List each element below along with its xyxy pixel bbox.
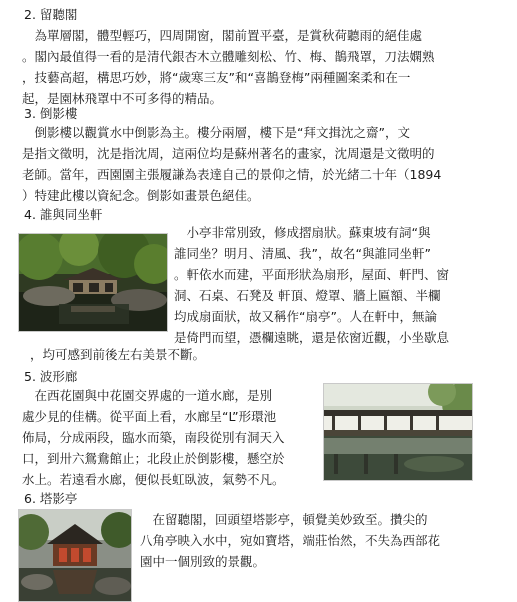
section-body-boxing	[22, 385, 318, 490]
fan-pavilion-photo	[18, 233, 168, 332]
section-body-taying	[140, 509, 500, 572]
text-line: 佈局，分成兩段，臨水而築，南段從別有洞天入	[22, 430, 285, 445]
section-heading-taying: 6. 塔影亭	[24, 491, 78, 506]
text-line: 在西花園與中花園交界處的一道水廊，是別	[22, 388, 273, 403]
text-line: 起，是園林飛罩中不可多得的精品。	[22, 91, 223, 106]
text-line: 。軒依水而建，平面形狀為扇形，屋面、軒門、窗	[174, 267, 450, 282]
wave-corridor-photo	[323, 383, 473, 481]
text-line: 為單層閣，體型輕巧，四周開窗，閣前置平臺，是賞秋荷聽雨的絕佳處	[22, 28, 423, 43]
wave-corridor-image	[324, 384, 472, 480]
section-heading-boxing: 5. 波形廊	[24, 369, 78, 384]
section-heading-daoying: 3. 倒影樓	[24, 106, 78, 121]
text-line: 倒影樓以觀賞水中倒影為主。樓分兩層，樓下是“拜文揖沈之齋”，文	[22, 125, 410, 140]
pagoda-pavilion-photo	[18, 509, 132, 602]
text-line: 。閣內最值得一看的是清代銀杏木立體雕刻松、竹、梅、鵲飛罩，刀法嫻熟	[22, 49, 435, 64]
section-heading-shuiyu: 4. 誰與同坐軒	[24, 207, 103, 222]
text-line: 小亭非常別致，修成摺扇狀。蘇東坡有詞“與	[174, 225, 431, 240]
text-line: 誰同坐？明月、清風、我”，故名“與誰同坐軒”	[174, 246, 431, 261]
text-line: 口，到卅六鴛鴦館止；北段止於倒影樓，懸空於	[22, 451, 285, 466]
text-line: 水上。若遠看水廊，便似長虹臥波，氣勢不凡。	[22, 472, 285, 487]
text-line: 洞、石桌、石凳及 軒頂、燈罩、牆上匾額、半欄	[174, 288, 441, 303]
section-body-liuting	[22, 25, 500, 109]
pagoda-pavilion-image	[19, 510, 131, 601]
text-line: 園中一個別致的景觀。	[140, 554, 266, 569]
text-line: 八角亭映入水中，宛如寶塔，端莊怡然，不失為西部花	[140, 533, 441, 548]
section-body-shuiyu	[174, 222, 500, 348]
text-line: 老師。當年，西園園主張履謙為表達自己的景仰之情，於光緒二十年（1894	[22, 167, 442, 182]
text-line: ）特建此樓以資紀念。倒影如畫景色絕佳。	[22, 188, 260, 203]
text-line: 是倚門而望，憑欄遠眺，還是依窗近觀，小坐歇息	[174, 330, 450, 345]
section-body-daoying	[22, 122, 500, 206]
text-line: 是指文徵明，沈是指沈周，這兩位均是蘇州著名的畫家，沈周還是文徵明的	[22, 146, 435, 161]
text-line: ，技藝高超，構思巧妙，將“歲寒三友”和“喜鵲登梅”兩種圖案柔和在一	[22, 70, 411, 85]
section-heading-liuting: 2. 留聽閣	[24, 7, 78, 22]
text-line: 在留聽閣，回頭望塔影亭，頓覺美妙致至。攢尖的	[140, 512, 428, 527]
text-line: ，均可感到前後左右美景不斷。	[30, 347, 206, 362]
text-line: 均成扇面狀，故又稱作“扇亭”。人在軒中，無論	[174, 309, 437, 324]
section-body-shuiyu-tail	[30, 344, 500, 365]
text-line: 處少見的佳構。從平面上看，水廊呈“L”形環池	[22, 409, 277, 424]
fan-pavilion-image	[19, 234, 167, 331]
